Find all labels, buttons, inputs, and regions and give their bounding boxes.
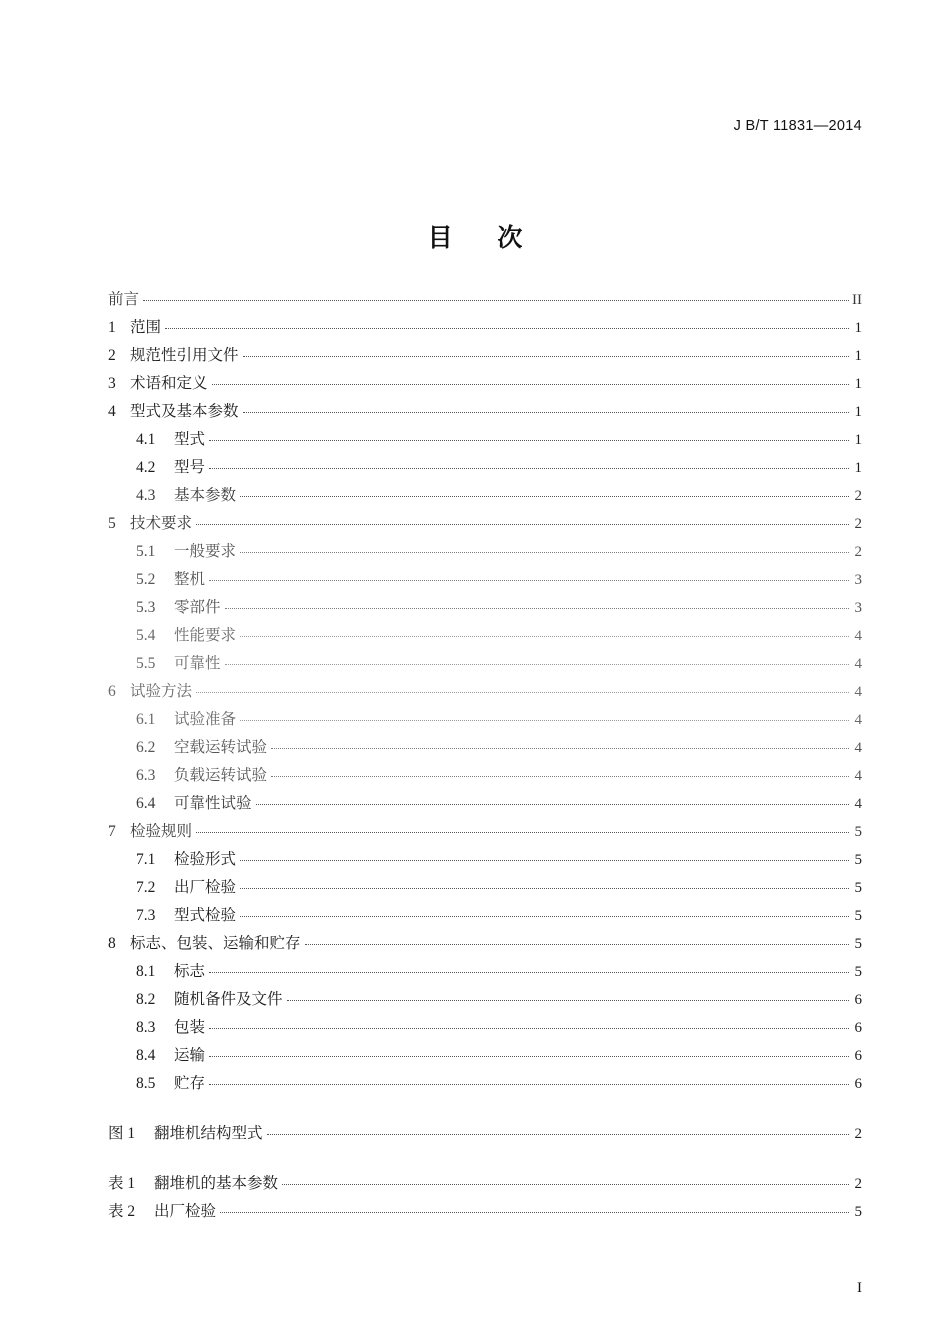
toc-entry-page: 5 (854, 936, 862, 952)
toc-entry[interactable] (108, 376, 862, 404)
toc-entry-label: 型式及基本参数 (130, 403, 239, 420)
toc-entry-label: 随机备件及文件 (174, 991, 283, 1008)
toc-entry-page: 4 (854, 684, 862, 700)
toc-entry-page: 4 (854, 796, 862, 812)
toc-entry[interactable] (108, 964, 862, 992)
toc-entry-page: 4 (854, 768, 862, 784)
toc-entry[interactable] (108, 516, 862, 544)
toc-leader-dots (267, 1134, 849, 1135)
toc-entry-page: 6 (854, 992, 862, 1008)
toc-entry-number: 6.3 (136, 767, 156, 784)
toc-entry[interactable] (108, 908, 862, 936)
toc-entry-page: 1 (854, 348, 862, 364)
toc-leader-dots (143, 300, 849, 301)
toc-entry-label: 一般要求 (174, 543, 237, 560)
toc-entry[interactable] (108, 432, 862, 460)
toc-entry[interactable] (108, 320, 862, 348)
toc-entry-label: 零部件 (174, 599, 221, 616)
toc-entry-label: 基本参数 (174, 487, 237, 504)
toc-entry[interactable] (108, 712, 862, 740)
table-of-contents (108, 292, 862, 1232)
toc-entry-label: 翻堆机结构型式 (154, 1125, 263, 1142)
toc-leader-dots (196, 692, 849, 693)
toc-entry[interactable] (108, 292, 862, 320)
toc-entry[interactable] (108, 740, 862, 768)
toc-entry-page: 2 (854, 544, 862, 560)
toc-entry-page: 6 (854, 1048, 862, 1064)
toc-entry-number: 图 1 (108, 1125, 136, 1142)
toc-entry-page: 3 (854, 600, 862, 616)
toc-table-entry[interactable] (108, 1204, 862, 1232)
toc-leader-dots (196, 524, 849, 525)
toc-leader-dots (209, 1084, 849, 1085)
toc-entry[interactable] (108, 936, 862, 964)
toc-entry-label: 试验准备 (174, 711, 237, 728)
toc-entry-label: 可靠性试验 (174, 795, 252, 812)
toc-entry[interactable] (108, 768, 862, 796)
toc-entry-number: 1 (108, 319, 116, 336)
toc-entry-page: 2 (854, 488, 862, 504)
toc-entry-label: 负载运转试验 (174, 767, 268, 784)
toc-leader-dots (271, 748, 849, 749)
toc-entry-page: 6 (854, 1076, 862, 1092)
toc-entry[interactable] (108, 656, 862, 684)
toc-entry-number: 6.2 (136, 739, 156, 756)
toc-entry-number: 4.2 (136, 459, 156, 476)
toc-entry-number: 7.2 (136, 879, 156, 896)
toc-entry-page: 4 (854, 740, 862, 756)
toc-entry-number: 8.2 (136, 991, 156, 1008)
toc-entry-number: 5.3 (136, 599, 156, 616)
toc-entry-number: 表 2 (108, 1203, 136, 1220)
toc-entry-number: 4.1 (136, 431, 156, 448)
toc-leader-dots (196, 832, 849, 833)
toc-entry-label: 标志 (174, 963, 206, 980)
toc-entry-page: 1 (854, 376, 862, 392)
toc-leader-dots (240, 860, 849, 861)
toc-entry[interactable] (108, 1048, 862, 1076)
toc-leader-dots (240, 636, 849, 637)
toc-entry-label: 标志、包装、运输和贮存 (130, 935, 301, 952)
toc-entry-number: 7 (108, 823, 116, 840)
toc-entry-page: 3 (854, 572, 862, 588)
toc-table-list (108, 1176, 862, 1232)
toc-entry[interactable] (108, 1020, 862, 1048)
toc-entry-label: 范围 (130, 319, 162, 336)
toc-figure-list (108, 1126, 862, 1154)
toc-leader-dots (209, 1028, 849, 1029)
toc-leader-dots (271, 776, 849, 777)
toc-entry-page: 5 (854, 1204, 862, 1220)
toc-entry-number: 表 1 (108, 1175, 136, 1192)
toc-entry-number: 5.2 (136, 571, 156, 588)
toc-entry-page: 2 (854, 1176, 862, 1192)
page-title: 目 次 (427, 223, 541, 252)
toc-entry-number: 5.4 (136, 627, 156, 644)
toc-entry-page: 5 (854, 908, 862, 924)
toc-entry-label: 术语和定义 (130, 375, 208, 392)
toc-entry[interactable] (108, 348, 862, 376)
toc-entry-page: 5 (854, 824, 862, 840)
toc-leader-dots (209, 972, 849, 973)
toc-entry-number: 3 (108, 375, 116, 392)
toc-entry-page: 1 (854, 320, 862, 336)
toc-entry-number: 6.1 (136, 711, 156, 728)
toc-spacer-figures (108, 1104, 862, 1126)
toc-leader-dots (212, 384, 849, 385)
toc-leader-dots (225, 608, 849, 609)
toc-leader-dots (240, 888, 849, 889)
toc-entry-number: 5 (108, 515, 116, 532)
toc-leader-dots (209, 440, 849, 441)
toc-leader-dots (305, 944, 849, 945)
toc-entry-page: II (852, 292, 862, 308)
toc-entry-label: 技术要求 (130, 515, 193, 532)
toc-leader-dots (240, 552, 849, 553)
toc-entry-page: 4 (854, 656, 862, 672)
toc-entry-list (108, 292, 862, 1104)
toc-entry[interactable] (108, 544, 862, 572)
toc-leader-dots (240, 720, 849, 721)
toc-entry-label: 可靠性 (174, 655, 221, 672)
toc-entry-number: 5.1 (136, 543, 156, 560)
toc-entry-label: 前言 (108, 291, 140, 308)
toc-entry-label: 规范性引用文件 (130, 347, 239, 364)
toc-figure-entry[interactable] (108, 1126, 862, 1154)
toc-leader-dots (243, 412, 849, 413)
toc-entry-label: 检验规则 (130, 823, 193, 840)
toc-entry[interactable] (108, 852, 862, 880)
toc-entry[interactable] (108, 404, 862, 432)
toc-entry-label: 运输 (174, 1047, 206, 1064)
toc-entry-number: 4 (108, 403, 116, 420)
toc-entry-page: 5 (854, 964, 862, 980)
toc-entry-number: 5.5 (136, 655, 156, 672)
toc-entry[interactable] (108, 796, 862, 824)
toc-entry[interactable] (108, 880, 862, 908)
toc-leader-dots (240, 916, 849, 917)
toc-leader-dots (287, 1000, 849, 1001)
toc-leader-dots (220, 1212, 849, 1213)
toc-entry-label: 整机 (174, 571, 206, 588)
toc-entry-number: 4.3 (136, 487, 156, 504)
toc-entry-number: 8.1 (136, 963, 156, 980)
toc-entry-number: 2 (108, 347, 116, 364)
toc-leader-dots (225, 664, 849, 665)
toc-entry-page: 4 (854, 712, 862, 728)
toc-entry-number: 6 (108, 683, 116, 700)
toc-entry[interactable] (108, 628, 862, 656)
toc-entry-label: 型式 (174, 431, 206, 448)
toc-leader-dots (209, 580, 849, 581)
toc-entry-number: 8 (108, 935, 116, 952)
toc-entry-page: 1 (854, 432, 862, 448)
toc-entry-page: 1 (854, 460, 862, 476)
toc-entry-label: 型式检验 (174, 907, 237, 924)
toc-entry[interactable] (108, 488, 862, 516)
toc-entry[interactable] (108, 684, 862, 712)
toc-leader-dots (243, 356, 849, 357)
toc-entry-label: 检验形式 (174, 851, 237, 868)
toc-leader-dots (165, 328, 849, 329)
toc-leader-dots (256, 804, 849, 805)
standard-number-header: J B/T 11831—2014 (733, 118, 862, 134)
toc-entry-label: 翻堆机的基本参数 (154, 1175, 279, 1192)
toc-entry-number: 6.4 (136, 795, 156, 812)
toc-entry-label: 型号 (174, 459, 206, 476)
toc-leader-dots (282, 1184, 849, 1185)
toc-entry-label: 试验方法 (130, 683, 193, 700)
toc-entry-label: 贮存 (174, 1075, 206, 1092)
toc-entry-page: 2 (854, 1126, 862, 1142)
toc-entry-label: 出厂检验 (174, 879, 237, 896)
toc-entry-page: 4 (854, 628, 862, 644)
toc-entry-page: 5 (854, 880, 862, 896)
toc-entry-page: 2 (854, 516, 862, 532)
toc-entry-number: 8.5 (136, 1075, 156, 1092)
toc-entry-label: 空载运转试验 (174, 739, 268, 756)
page-number-footer: I (857, 1280, 862, 1296)
toc-entry-number: 7.1 (136, 851, 156, 868)
toc-entry[interactable] (108, 824, 862, 852)
toc-entry[interactable] (108, 572, 862, 600)
toc-entry-label: 性能要求 (174, 627, 237, 644)
toc-entry-number: 8.4 (136, 1047, 156, 1064)
toc-table-entry[interactable] (108, 1176, 862, 1204)
toc-leader-dots (240, 496, 849, 497)
toc-entry[interactable] (108, 992, 862, 1020)
toc-entry-page: 1 (854, 404, 862, 420)
toc-entry[interactable] (108, 460, 862, 488)
toc-entry[interactable] (108, 600, 862, 628)
toc-entry-page: 6 (854, 1020, 862, 1036)
toc-spacer-tables (108, 1154, 862, 1176)
toc-entry-number: 8.3 (136, 1019, 156, 1036)
toc-leader-dots (209, 468, 849, 469)
toc-entry-page: 5 (854, 852, 862, 868)
toc-entry-label: 包装 (174, 1019, 206, 1036)
toc-leader-dots (209, 1056, 849, 1057)
toc-entry-label: 出厂检验 (154, 1203, 217, 1220)
toc-entry-number: 7.3 (136, 907, 156, 924)
toc-entry[interactable] (108, 1076, 862, 1104)
